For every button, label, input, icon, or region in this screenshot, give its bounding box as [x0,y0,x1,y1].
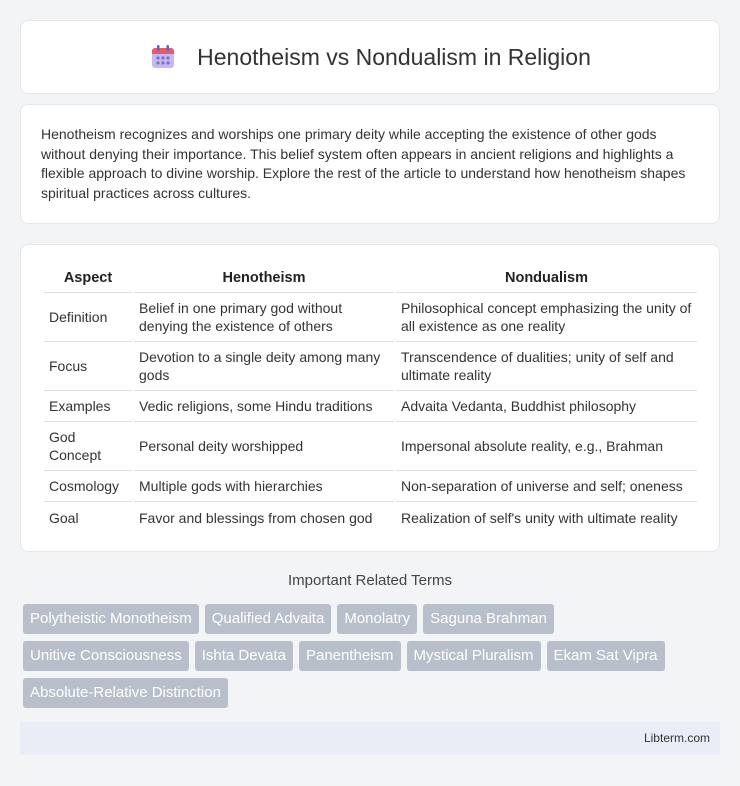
footer [20,722,720,755]
cell-henotheism: Devotion to a single deity among many gods [134,342,394,391]
related-term-tag[interactable]: Panentheism [299,641,401,671]
cell-nondualism: Philosophical concept emphasizing the unity of all existence as one reality [396,293,697,342]
related-term-tag[interactable]: Qualified Advaita [205,604,332,634]
table-row [44,293,697,342]
cell-nondualism: Realization of self's unity with ultimate reality [401,509,678,526]
header-henotheism: Henotheism [134,263,394,293]
related-term-tag[interactable]: Polytheistic Monotheism [23,604,199,634]
cell-aspect: Cosmology [44,471,132,502]
cell-aspect: Definition [44,293,132,342]
table-row [44,502,697,533]
comparison-table-card [20,244,720,552]
related-terms-title: Important Related Terms [288,572,452,589]
calendar-icon [149,43,177,71]
cell-henotheism: Personal deity worshipped [134,422,394,471]
cell-aspect: Goal [49,509,79,526]
cell-nondualism: Advaita Vedanta, Buddhist philosophy [396,391,697,422]
related-term-tag[interactable]: Ishta Devata [195,641,293,671]
related-term-tag[interactable]: Ekam Sat Vipra [547,641,665,671]
table-row [44,342,697,391]
related-term-tag[interactable]: Mystical Pluralism [407,641,541,671]
cell-henotheism: Multiple gods with hierarchies [134,471,394,502]
related-term-tag[interactable]: Unitive Consciousness [23,641,189,671]
cell-aspect: Examples [44,391,132,422]
table-row [44,471,697,502]
intro-paragraph: Henotheism recognizes and worships one primary deity while accepting the existence of other gods without denying their importance. This belief system often appears in ancient religions and highlights a flexible approach to divine worship. Explore the rest of the article to understand how henotheism shapes spiritual practices across cultures. [41,126,686,201]
cell-henotheism: Belief in one primary god without denying the existence of others [134,293,394,342]
table-row [44,391,697,422]
cell-henotheism: Favor and blessings from chosen god [139,509,373,526]
cell-nondualism: Transcendence of dualities; unity of self and ultimate reality [396,342,697,391]
table-row [44,422,697,471]
related-term-tag[interactable]: Saguna Brahman [423,604,554,634]
intro-card [20,104,720,224]
related-terms-list [23,604,723,708]
cell-nondualism: Impersonal absolute reality, e.g., Brahman [396,422,697,471]
comparison-table [42,263,699,533]
cell-nondualism: Non-separation of universe and self; oneness [396,471,697,502]
header-nondualism: Nondualism [396,263,697,293]
related-term-tag[interactable]: Monolatry [337,604,417,634]
header-aspect: Aspect [44,263,132,293]
page-title: Henotheism vs Nondualism in Religion [197,43,591,70]
table-header-row [44,263,697,293]
cell-aspect: God Concept [44,422,132,471]
cell-henotheism: Vedic religions, some Hindu traditions [134,391,394,422]
header-card [20,20,720,94]
cell-aspect: Focus [44,342,132,391]
related-term-tag[interactable]: Absolute-Relative Distinction [23,678,228,708]
footer-site-link[interactable]: Libterm.com [643,731,710,745]
